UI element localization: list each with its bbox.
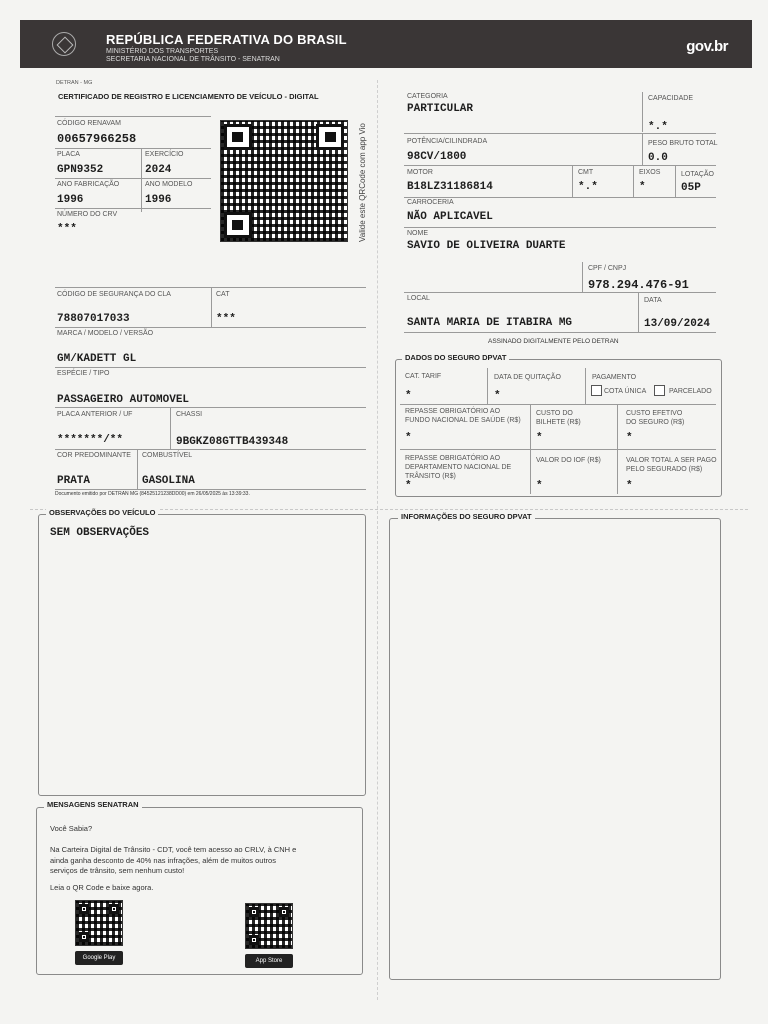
issuer: DETRAN - MG bbox=[56, 80, 93, 86]
cota-unica-label: COTA ÚNICA bbox=[604, 388, 647, 395]
local-value: SANTA MARIA DE ITABIRA MG bbox=[407, 317, 573, 329]
iof-value: * bbox=[536, 480, 543, 492]
total-value: * bbox=[626, 480, 633, 492]
motor-label: MOTOR bbox=[407, 169, 433, 176]
govbr-logo: gov.br bbox=[686, 38, 728, 55]
ano-modelo-value: 1996 bbox=[145, 194, 172, 206]
carroceria-label: CARROCERIA bbox=[407, 199, 454, 206]
ano-fabricacao-value: 1996 bbox=[57, 194, 84, 206]
cor-label: COR PREDOMINANTE bbox=[57, 452, 131, 459]
total-label-2: PELO SEGURADO (R$) bbox=[626, 466, 703, 473]
mensagens-line-3: serviços de trânsito, sem nenhum custo! bbox=[50, 866, 185, 875]
crv-value: *** bbox=[57, 223, 77, 235]
app-store-qr-code[interactable] bbox=[245, 903, 293, 949]
especie-value: PASSAGEIRO AUTOMOVEL bbox=[57, 394, 190, 406]
header-ministry: MINISTÉRIO DOS TRANSPORTES bbox=[106, 48, 219, 55]
placa-value: GPN9352 bbox=[57, 164, 104, 176]
custo-bilhete-label-1: CUSTO DO bbox=[536, 410, 573, 417]
qr-caption: Valide este QRCode com app Vio bbox=[358, 123, 367, 242]
chassi-label: CHASSI bbox=[176, 411, 203, 418]
header-title: REPÚBLICA FEDERATIVA DO BRASIL bbox=[106, 32, 347, 47]
cat-tarif-value: * bbox=[405, 390, 412, 402]
custo-efetivo-label-1: CUSTO EFETIVO bbox=[626, 410, 683, 417]
placa-anterior-label: PLACA ANTERIOR / UF bbox=[57, 411, 133, 418]
categoria-label: CATEGORIA bbox=[407, 93, 448, 100]
peso-value: 0.0 bbox=[648, 152, 668, 164]
quitacao-label: DATA DE QUITAÇÃO bbox=[494, 374, 561, 381]
mensagens-question: Você Sabia? bbox=[50, 824, 93, 833]
mensagens-line-2: ainda ganha desconto de 40% nas infrações, além de muitos outros bbox=[50, 856, 276, 865]
capacidade-label: CAPACIDADE bbox=[648, 95, 693, 102]
validation-qr-code bbox=[220, 120, 348, 242]
renavam-label: CÓDIGO RENAVAM bbox=[57, 120, 121, 127]
ano-modelo-label: ANO MODELO bbox=[145, 181, 193, 188]
repasse-dnt-label-1: REPASSE OBRIGATÓRIO AO bbox=[405, 455, 501, 462]
renavam-value: 00657966258 bbox=[57, 132, 137, 146]
cat-label: CAT bbox=[216, 291, 230, 298]
observacoes-text: SEM OBSERVAÇÕES bbox=[50, 527, 150, 539]
cat-tarif-label: CAT. TARIF bbox=[405, 373, 442, 380]
repasse-fns-value: * bbox=[405, 432, 412, 444]
observacoes-title: OBSERVAÇÕES DO VEÍCULO bbox=[46, 508, 158, 517]
motor-value: B18LZ31186814 bbox=[407, 181, 493, 193]
parcelado-checkbox[interactable] bbox=[654, 385, 665, 396]
data-label: DATA bbox=[644, 297, 662, 304]
exercicio-label: EXERCÍCIO bbox=[145, 151, 184, 158]
potencia-label: POTÊNCIA/CILINDRADA bbox=[407, 138, 488, 145]
marca-value: GM/KADETT GL bbox=[57, 353, 137, 365]
categoria-value: PARTICULAR bbox=[407, 103, 474, 115]
local-label: LOCAL bbox=[407, 295, 430, 302]
custo-bilhete-value: * bbox=[536, 432, 543, 444]
mensagens-line-1: Na Carteira Digital de Trânsito - CDT, você tem acesso ao CRLV, à CNH e bbox=[50, 845, 297, 854]
crv-label: NÚMERO DO CRV bbox=[57, 211, 118, 218]
cla-label: CÓDIGO DE SEGURANÇA DO CLA bbox=[57, 291, 171, 298]
issue-footnote: Documento emitido por DETRAN MG (84525121238DD00) em 26/05/2025 às 13:39:33. bbox=[55, 491, 250, 497]
mensagens-title: MENSAGENS SENATRAN bbox=[44, 800, 142, 809]
cpf-value: 978.294.476-91 bbox=[588, 278, 689, 292]
header-secretariat: SECRETARIA NACIONAL DE TRÂNSITO - SENATRAN bbox=[106, 56, 280, 63]
custo-efetivo-value: * bbox=[626, 432, 633, 444]
google-play-badge[interactable]: Google Play bbox=[75, 951, 123, 965]
mensagens-cta: Leia o QR Code e baixe agora. bbox=[50, 883, 154, 892]
cat-value: *** bbox=[216, 313, 236, 325]
total-label-1: VALOR TOTAL A SER PAGO bbox=[626, 457, 717, 464]
cmt-label: CMT bbox=[578, 169, 594, 176]
repasse-dnt-label-2: DEPARTAMENTO NACIONAL DE bbox=[405, 464, 512, 471]
cpf-label: CPF / CNPJ bbox=[588, 265, 627, 272]
carroceria-value: NÃO APLICAVEL bbox=[407, 211, 493, 223]
placa-anterior-value: *******/** bbox=[57, 434, 124, 446]
repasse-dnt-label-3: TRÂNSITO (R$) bbox=[405, 473, 456, 480]
assinado-digitalmente: ASSINADO DIGITALMENTE PELO DETRAN bbox=[488, 338, 619, 345]
placa-label: PLACA bbox=[57, 151, 80, 158]
chassi-value: 9BGKZ08GTTB439348 bbox=[176, 436, 289, 448]
capacidade-value: *.* bbox=[648, 121, 668, 133]
quitacao-value: * bbox=[494, 390, 501, 402]
cota-unica-checkbox[interactable] bbox=[591, 385, 602, 396]
cla-value: 78807017033 bbox=[57, 313, 130, 325]
lotacao-value: 05P bbox=[681, 182, 701, 194]
iof-label: VALOR DO IOF (R$) bbox=[536, 457, 601, 464]
app-store-badge[interactable]: App Store bbox=[245, 954, 293, 968]
repasse-dnt-value: * bbox=[405, 480, 412, 492]
custo-efetivo-label-2: DO SEGURO (R$) bbox=[626, 419, 685, 426]
header-bar bbox=[20, 20, 752, 68]
cmt-value: *.* bbox=[578, 181, 598, 193]
ano-fabricacao-label: ANO FABRICAÇÃO bbox=[57, 181, 120, 188]
fold-line-vertical bbox=[377, 80, 378, 1000]
info-dpvat-box bbox=[389, 518, 721, 980]
marca-label: MARCA / MODELO / VERSÃO bbox=[57, 330, 154, 337]
coat-of-arms-icon bbox=[52, 32, 76, 56]
data-value: 13/09/2024 bbox=[644, 318, 711, 330]
lotacao-label: LOTAÇÃO bbox=[681, 171, 714, 178]
nome-value: SAVIO DE OLIVEIRA DUARTE bbox=[407, 240, 566, 252]
eixos-label: EIXOS bbox=[639, 169, 661, 176]
dpvat-title: DADOS DO SEGURO DPVAT bbox=[402, 353, 509, 362]
potencia-value: 98CV/1800 bbox=[407, 151, 467, 163]
custo-bilhete-label-2: BILHETE (R$) bbox=[536, 419, 581, 426]
info-dpvat-title: INFORMAÇÕES DO SEGURO DPVAT bbox=[398, 512, 535, 521]
exercicio-value: 2024 bbox=[145, 164, 172, 176]
cor-value: PRATA bbox=[57, 475, 91, 487]
document-title: CERTIFICADO DE REGISTRO E LICENCIAMENTO DE VEÍCULO - DIGITAL bbox=[58, 92, 319, 101]
combustivel-label: COMBUSTÍVEL bbox=[142, 452, 193, 459]
parcelado-label: PARCELADO bbox=[669, 388, 712, 395]
pagamento-label: PAGAMENTO bbox=[592, 374, 637, 381]
combustivel-value: GASOLINA bbox=[142, 475, 195, 487]
eixos-value: * bbox=[639, 181, 646, 193]
observacoes-box bbox=[38, 514, 366, 796]
especie-label: ESPÉCIE / TIPO bbox=[57, 370, 110, 377]
repasse-fns-label-2: FUNDO NACIONAL DE SAÚDE (R$) bbox=[405, 417, 521, 424]
nome-label: NOME bbox=[407, 230, 428, 237]
google-play-qr-code[interactable] bbox=[75, 900, 123, 946]
peso-label: PESO BRUTO TOTAL bbox=[648, 140, 718, 147]
repasse-fns-label-1: REPASSE OBRIGATÓRIO AO bbox=[405, 408, 501, 415]
